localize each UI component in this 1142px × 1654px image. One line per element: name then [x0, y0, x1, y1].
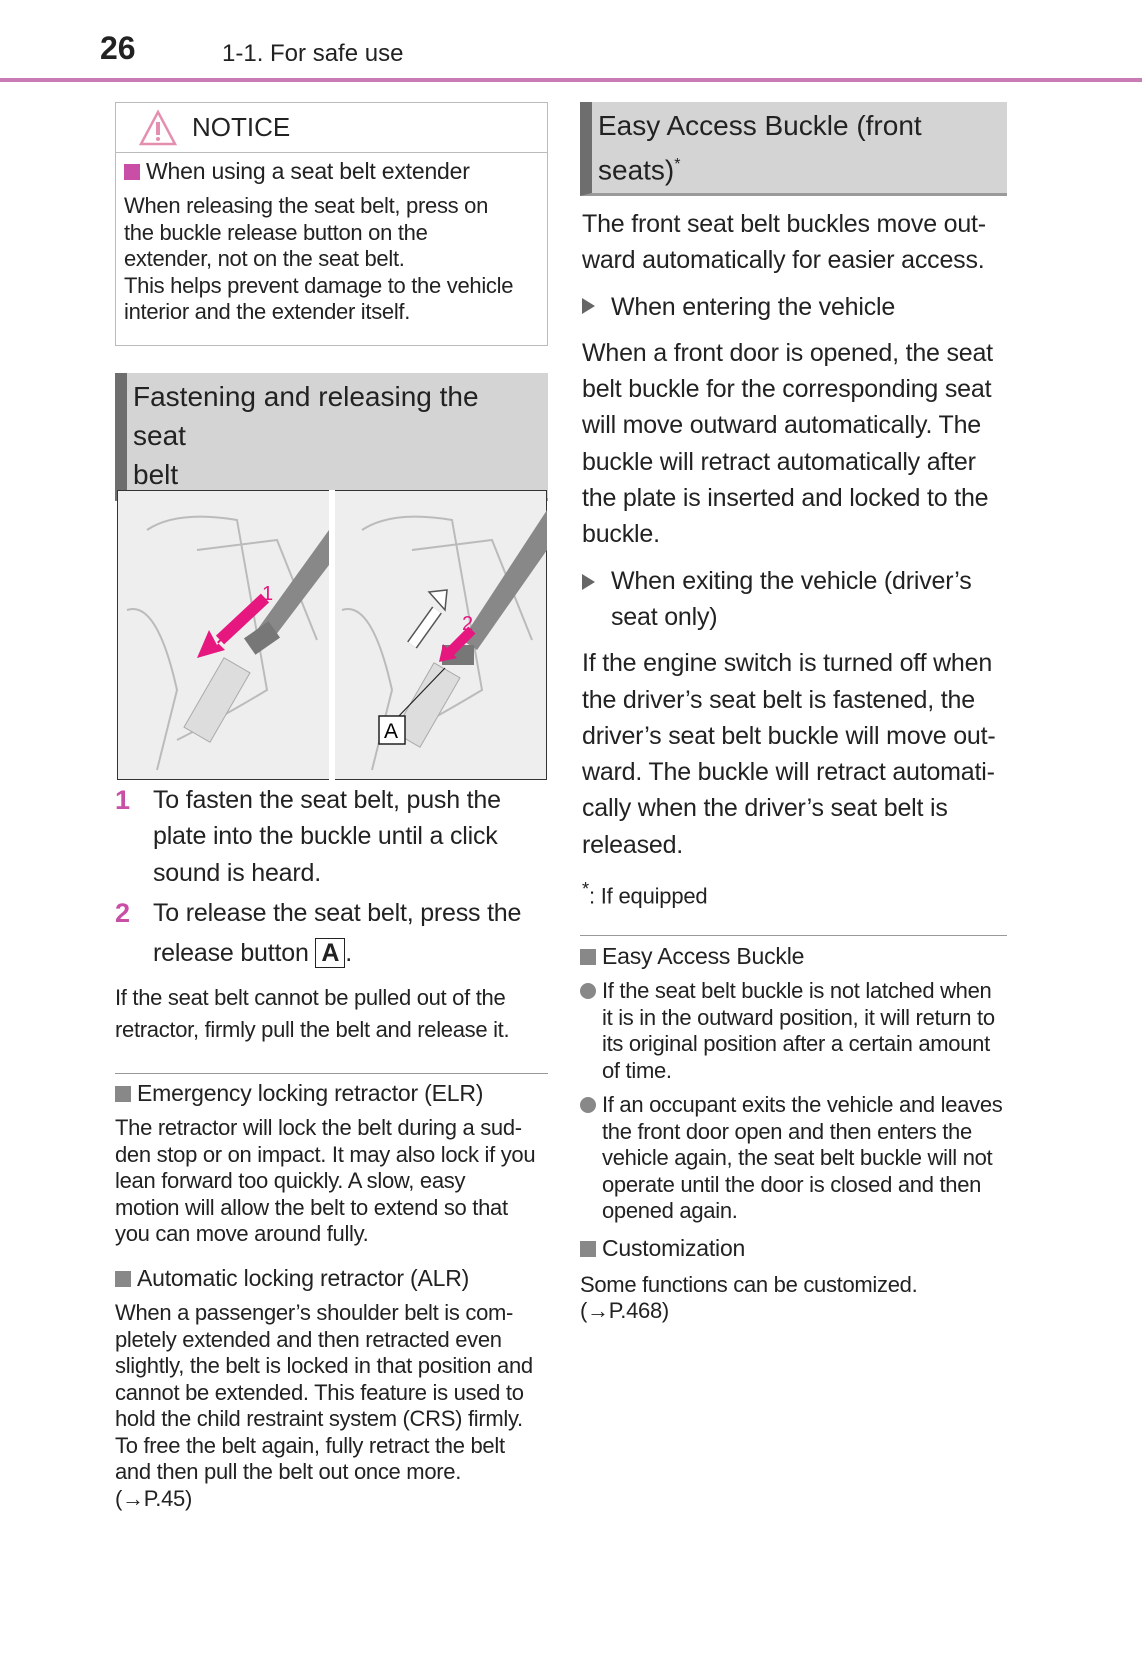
text-line: motion will allow the belt to extend so that — [115, 1194, 508, 1220]
page-reference-link[interactable]: (→P.468) — [580, 1298, 669, 1323]
exiting-heading — [582, 563, 1032, 636]
text-line: and then pull the belt out once more. — [115, 1459, 462, 1484]
text-line: den stop or on impact. It may also lock if you — [115, 1141, 536, 1167]
circle-bullet-icon — [580, 983, 596, 999]
text-line: retractor, firmly pull the belt and release it. — [115, 1017, 510, 1042]
easy-access-body — [582, 206, 1032, 915]
text-line: When exiting the vehicle (driver’s — [611, 566, 972, 595]
divider — [115, 1073, 548, 1074]
footnote-text: : If equipped — [588, 883, 708, 909]
buckle-heading — [580, 943, 1010, 970]
text-line: The front seat belt buckles move out- — [582, 210, 986, 238]
text-line: the plate is inserted and locked to the — [582, 484, 989, 513]
text-line: The retractor will lock the belt during a sud- — [115, 1115, 522, 1140]
figure-label-1: 1 — [262, 583, 274, 605]
triangle-bullet-icon — [582, 574, 595, 590]
step-2 — [115, 895, 555, 972]
text-line: cannot be extended. This feature is used to — [115, 1379, 524, 1405]
label-a-box: A — [315, 938, 345, 968]
text-line: seat only) — [611, 602, 718, 631]
customization-heading — [580, 1235, 1010, 1262]
alr-heading-text: Automatic locking retractor (ALR) — [137, 1265, 470, 1291]
text-line: If the seat belt buckle is not latched when — [602, 978, 992, 1003]
square-bullet-icon — [115, 1086, 131, 1102]
bullet-item — [580, 1092, 1010, 1225]
triangle-bullet-icon — [582, 298, 595, 314]
text-line: cally when the driver’s seat belt is — [582, 794, 948, 823]
text-line: you can move around fully. — [115, 1221, 369, 1246]
text-line: will move outward automatically. The — [582, 411, 981, 440]
text-line: buckle. — [582, 520, 660, 549]
alr-heading — [115, 1265, 565, 1292]
text-line: To fasten the seat belt, push the — [153, 786, 501, 814]
text-line: release button — [153, 939, 309, 968]
header-rule — [0, 78, 1142, 82]
text-line: plate into the buckle until a click — [153, 822, 498, 851]
footnote-mark: * — [674, 156, 681, 173]
text-line: sound is heard. — [153, 858, 321, 887]
text-line: Some functions can be customized. — [580, 1271, 918, 1297]
elr-section — [115, 1080, 565, 1248]
text-line: driver’s seat belt buckle will move out- — [582, 721, 996, 750]
square-bullet-icon — [580, 1241, 596, 1257]
text-line: To free the belt again, fully retract the belt — [115, 1432, 505, 1458]
text-line: the buckle release button on the — [124, 219, 428, 245]
buckle-heading-text: Easy Access Buckle — [602, 943, 805, 969]
text-line: ward automatically for easier access. — [582, 246, 985, 275]
step-number: 2 — [115, 897, 130, 928]
warning-icon — [138, 109, 178, 147]
seat-belt-illustration — [117, 490, 547, 780]
alr-section — [115, 1265, 565, 1512]
buckle-notes — [580, 943, 1010, 1325]
elr-body — [115, 1115, 565, 1248]
notice-body — [124, 193, 539, 326]
text-line: slightly, the belt is locked in that position and — [115, 1353, 533, 1378]
step-number: 1 — [115, 785, 130, 815]
text-line: the driver’s seat belt is fastened, the — [582, 685, 975, 714]
notice-subheading — [124, 158, 539, 185]
text-line: its original position after a certain amount — [602, 1031, 990, 1056]
entering-heading — [582, 289, 1032, 325]
heading-line: seats) — [598, 154, 675, 186]
text-line: extender, not on the seat belt. — [124, 246, 405, 271]
text-line: When a front door is opened, the seat — [582, 338, 993, 367]
chapter-title: 1-1. For safe use — [222, 40, 404, 67]
text-line: lean forward too quickly. A slow, easy — [115, 1168, 466, 1193]
text-line: belt buckle for the corresponding seat — [582, 375, 992, 404]
text-line: When releasing the seat belt, press on — [124, 193, 489, 218]
text-line: When a passenger’s shoulder belt is com- — [115, 1300, 514, 1325]
section-heading-easy-access — [580, 102, 1007, 196]
text-line: vehicle again, the seat belt buckle will not — [602, 1145, 993, 1170]
text-line: interior and the extender itself. — [124, 299, 411, 324]
notice-subheading-text: When using a seat belt extender — [146, 158, 470, 184]
square-bullet-icon — [124, 164, 140, 180]
heading-line: belt — [133, 459, 179, 490]
text-line: If an occupant exits the vehicle and leaves — [602, 1092, 1003, 1117]
figure-label-a: A — [384, 720, 399, 743]
text-line: hold the child restraint system (CRS) firmly. — [115, 1406, 523, 1431]
step-1 — [115, 782, 555, 891]
notice-title: NOTICE — [192, 112, 291, 142]
entering-heading-text: When entering the vehicle — [611, 292, 896, 321]
notice-box — [115, 102, 548, 346]
footnote-mark: * — [582, 878, 589, 900]
divider — [580, 935, 1007, 936]
text-line: To release the seat belt, press the — [153, 898, 522, 927]
page-reference-link[interactable]: (→P.45) — [115, 1485, 192, 1511]
text-line: ward. The buckle will retract automati- — [582, 758, 995, 787]
text-line: This helps prevent damage to the vehicle — [124, 272, 514, 298]
elr-heading-text: Emergency locking retractor (ELR) — [137, 1080, 484, 1106]
customization-body — [580, 1272, 1010, 1325]
text-line: opened again. — [602, 1198, 738, 1223]
elr-heading — [115, 1080, 565, 1107]
text-line: the front door open and then enters the — [602, 1118, 972, 1144]
square-bullet-icon — [580, 949, 596, 965]
heading-line: Easy Access Buckle (front — [598, 110, 922, 141]
heading-line: Fastening and releasing the seat — [133, 381, 479, 451]
text-line: buckle will retract automatically after — [582, 447, 976, 476]
circle-bullet-icon — [580, 1097, 596, 1113]
page-number: 26 — [100, 30, 136, 66]
customization-heading-text: Customization — [602, 1234, 746, 1261]
fastening-note — [115, 982, 565, 1046]
text-line: released. — [582, 830, 684, 859]
text-line: . — [345, 939, 353, 968]
text-line: If the engine switch is turned off when — [582, 649, 993, 678]
text-line: it is in the outward position, it will return to — [602, 1004, 995, 1030]
text-line: pletely extended and then retracted even — [115, 1326, 502, 1352]
alr-body — [115, 1300, 565, 1512]
text-line: If the seat belt cannot be pulled out of the — [115, 985, 506, 1010]
square-bullet-icon — [115, 1271, 131, 1287]
fastening-steps — [115, 782, 555, 971]
text-line: operate until the door is closed and then — [602, 1171, 982, 1197]
notice-header — [116, 103, 547, 153]
section-heading-fastening — [115, 373, 548, 501]
figure-label-2: 2 — [462, 613, 474, 635]
text-line: of time. — [602, 1057, 672, 1083]
bullet-item — [580, 978, 1010, 1084]
footnote — [582, 871, 1032, 915]
